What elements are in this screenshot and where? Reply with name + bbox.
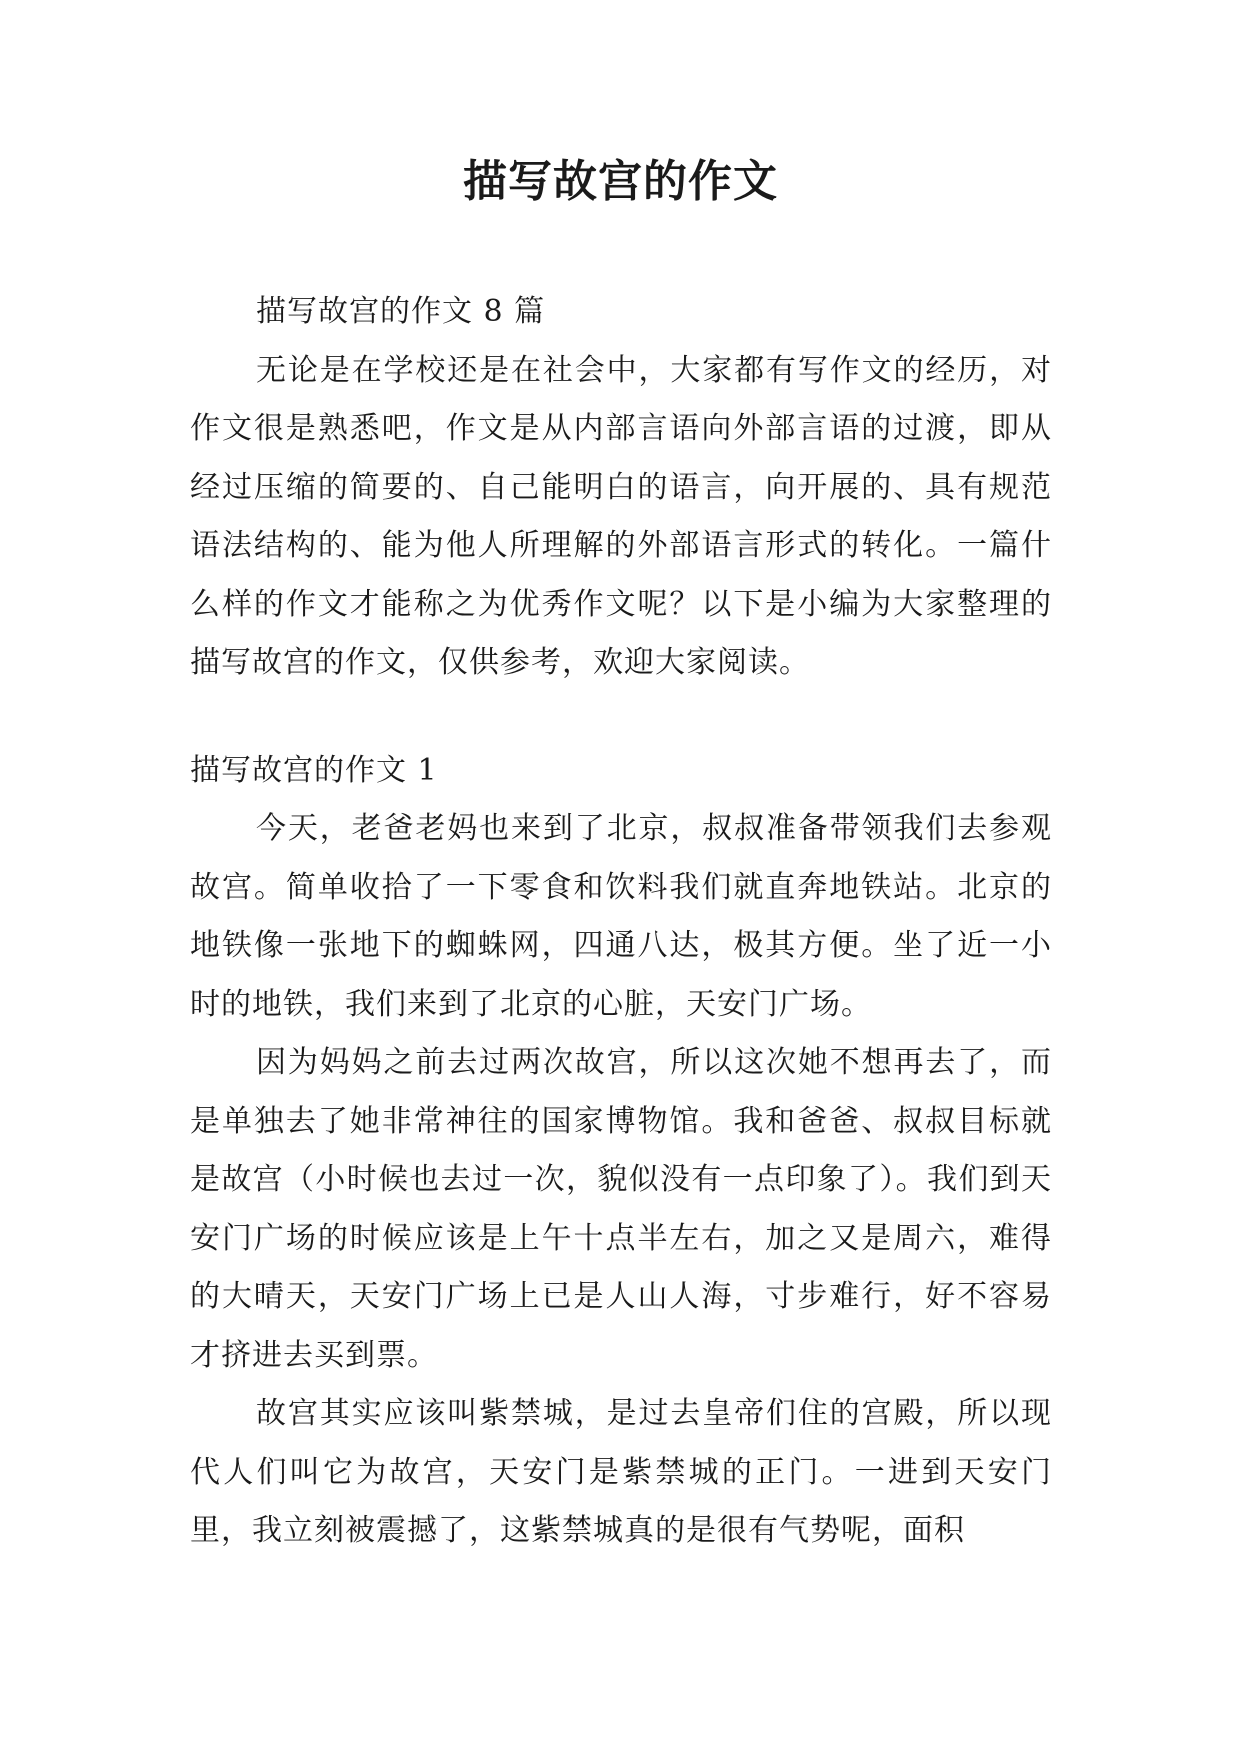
body-paragraph: 因为妈妈之前去过两次故宫，所以这次她不想再去了，而是单独去了她非常神往的国家博物馆。我和爸爸、叔叔目标就是故宫（小时候也去过一次，貌似没有一点印象了）。我们到天安门广场的时候应该是上午十点半左右，加之又是周六，难得的大晴天，天安门广场上已是人山人海，寸步难行，好不容易才挤进去买到票。 xyxy=(190,1045,1052,1373)
body-paragraph: 今天，老爸老妈也来到了北京，叔叔准备带领我们去参观故宫。简单收拾了一下零食和饮料我们就直奔地铁站。北京的地铁像一张地下的蜘蛛网，四通八达，极其方便。坐了近一小时的地铁，我们来到了北京的心脏，天安门广场。 xyxy=(190,811,1052,1022)
intro-paragraph: 无论是在学校还是在社会中，大家都有写作文的经历，对作文很是熟悉吧，作文是从内部言语向外部言语的过渡，即从经过压缩的简要的、自己能明白的语言，向开展的、具有规范语法结构的、能为他人所理解的外部语言形式的转化。一篇什么样的作文才能称之为优秀作文呢？以下是小编为大家整理的描写故宫的作文，仅供参考，欢迎大家阅读。 xyxy=(190,352,1052,680)
document-subtitle: 描写故宫的作文 8 篇 xyxy=(256,294,546,329)
section-heading: 描写故宫的作文 1 xyxy=(190,752,438,788)
document-title: 描写故宫的作文 xyxy=(463,156,778,207)
document-body xyxy=(190,283,1052,1561)
body-paragraph: 故宫其实应该叫紫禁城，是过去皇帝们住的宫殿，所以现代人们叫它为故宫，天安门是紫禁城的正门。一进到天安门里，我立刻被震撼了，这紫禁城真的是很有气势呢，面积 xyxy=(190,1396,1052,1548)
